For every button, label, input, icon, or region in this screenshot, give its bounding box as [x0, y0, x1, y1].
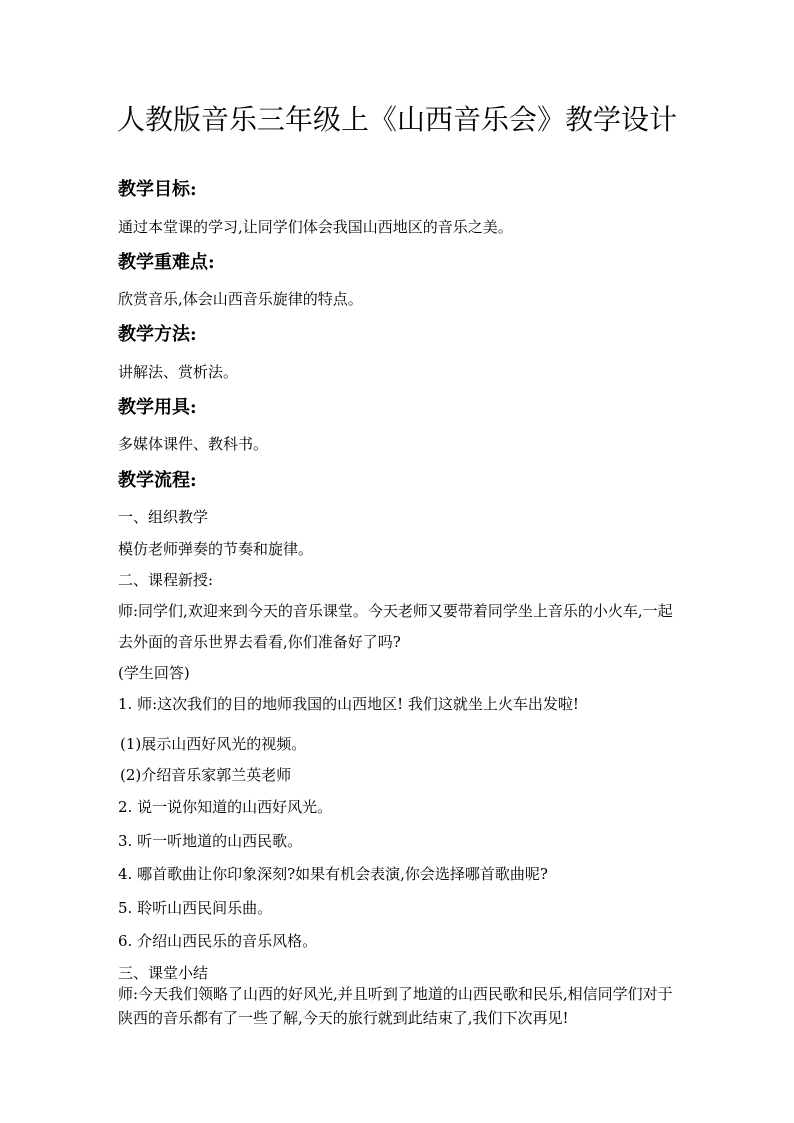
step2-answer: (学生回答) — [118, 664, 190, 682]
heading-tools: 教学用具: — [118, 397, 197, 418]
text-tools: 多媒体课件、教科书。 — [118, 435, 269, 453]
list-item-6: 6. 介绍山西民乐的音乐风格。 — [118, 932, 318, 950]
list-item-3: 3. 听一听地道的山西民歌。 — [118, 832, 303, 850]
list-item-1: 1. 师:这次我们的目的地师我国的山西地区! 我们这就坐上火车出发啦! — [118, 695, 579, 713]
heading-key-points: 教学重难点: — [118, 252, 215, 273]
step2-title: 二、课程新授: — [118, 571, 214, 589]
heading-objective: 教学目标: — [118, 179, 197, 200]
heading-process: 教学流程: — [118, 470, 197, 491]
list-item-1a: (1)展示山西好风光的视频。 — [120, 735, 307, 753]
text-key-points: 欣赏音乐,体会山西音乐旋律的特点。 — [118, 290, 363, 308]
step1-text: 模仿老师弹奏的节奏和旋律。 — [118, 540, 314, 558]
step3-title: 三、课堂小结 — [118, 964, 209, 982]
text-objective: 通过本堂课的学习,让同学们体会我国山西地区的音乐之美。 — [118, 218, 513, 236]
step2-intro: 师:同学们,欢迎来到今天的音乐课堂。今天老师又要带着同学坐上音乐的小火车,一起去外面的音乐世界去看看,你们准备好了吗? — [118, 602, 673, 651]
list-item-4: 4. 哪首歌曲让你印象深刻?如果有机会表演,你会选择哪首歌曲呢? — [118, 865, 548, 883]
step3-text: 师:今天我们领略了山西的好风光,并且听到了地道的山西民歌和民乐,相信同学们对于陕西的音乐都有了一些了解,今天的旅行就到此结束了,我们下次再见! — [118, 985, 673, 1027]
heading-methods: 教学方法: — [118, 324, 197, 345]
list-item-2: 2. 说一说你知道的山西好风光。 — [118, 798, 333, 816]
list-item-1b: (2)介绍音乐家郭兰英老师 — [120, 766, 292, 784]
document-title: 人教版音乐三年级上《山西音乐会》教学设计 — [116, 103, 677, 136]
text-methods: 讲解法、赏析法。 — [118, 363, 239, 381]
step1-title: 一、组织教学 — [118, 508, 209, 526]
list-item-5: 5. 聆听山西民间乐曲。 — [118, 899, 273, 917]
